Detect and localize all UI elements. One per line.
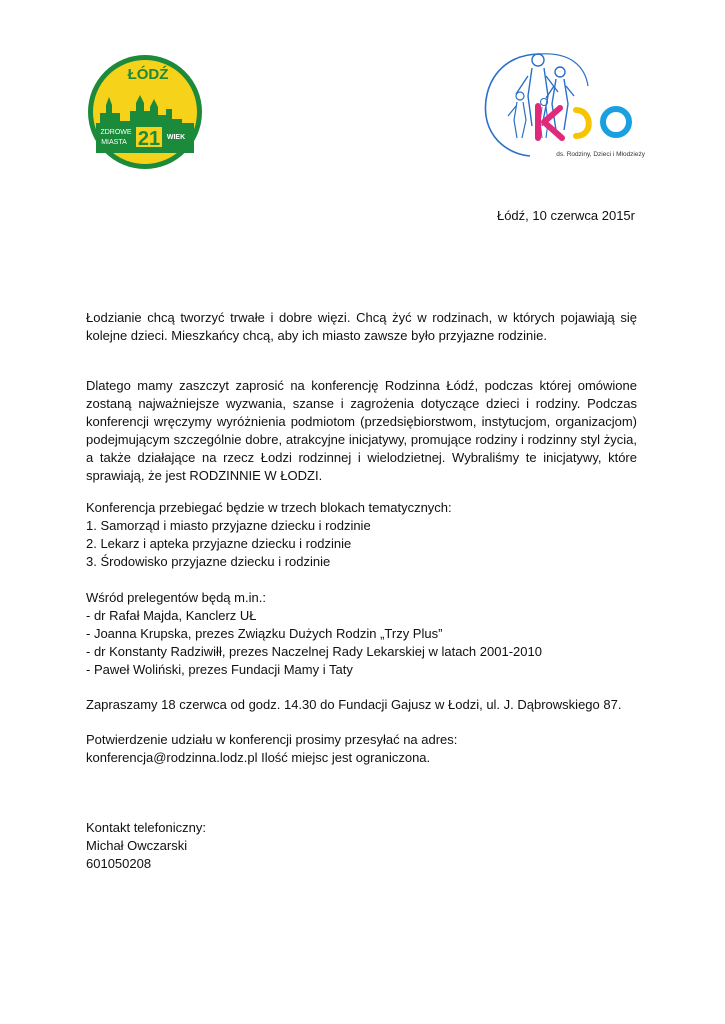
contact-phone: 601050208	[86, 856, 152, 871]
kdo-letters	[538, 106, 629, 138]
invitation-paragraph	[86, 377, 637, 485]
letter-date: Łódź, 10 czerwca 2015r	[496, 208, 635, 223]
venue-paragraph	[86, 696, 637, 714]
logo-city-number: 21	[137, 128, 161, 150]
blocks-section	[86, 499, 637, 571]
speaker-item: - Joanna Krupska, prezes Związku Dużych Rodzin „Trzy Plus”	[86, 626, 443, 641]
block-item: 2. Lekarz i apteka przyjazne dziecku i rodzinie	[86, 536, 352, 551]
speaker-item: - dr Konstanty Radziwiłł, prezes Naczelnej Rady Lekarskiej w latach 2001-2010	[86, 644, 542, 659]
rsvp-email[interactable]: konferencja@rodzinna.lodz.pl	[86, 750, 258, 765]
logo-city-title: ŁÓDŹ	[127, 66, 169, 83]
logo-city-subtitle-bottom: MIASTA	[101, 139, 127, 146]
logo-city-suffix: WIEK	[166, 134, 186, 141]
venue-text: Zapraszamy 18 czerwca od godz. 14.30 do Fundacji Gajusz w Łodzi, ul. J. Dąbrowskiego 87.	[86, 697, 622, 712]
contact-label: Kontakt telefoniczny:	[86, 820, 206, 835]
rsvp-line: Potwierdzenie udziału w konferencji prosimy przesyłać na adres:	[86, 732, 458, 747]
logo-city-subtitle-top: ZDROWE	[100, 129, 132, 136]
rsvp-note: Ilość miejsc jest ograniczona.	[257, 750, 431, 765]
rsvp-paragraph	[86, 731, 637, 767]
contact-section	[86, 819, 637, 873]
block-item: 1. Samorząd i miasto przyjazne dziecku i rodzinie	[86, 518, 371, 533]
lodz-healthy-city-logo	[86, 53, 204, 171]
rsvp-line-2	[86, 749, 637, 767]
block-item: 3. Środowisko przyjazne dziecku i rodzinie	[86, 554, 331, 569]
contact-name: Michał Owczarski	[86, 838, 188, 853]
logo-council-caption: ds. Rodziny, Dzieci i Młodzieży	[556, 151, 645, 158]
intro-paragraph	[86, 309, 637, 345]
speakers-section	[86, 589, 637, 679]
kdo-council-logo	[480, 46, 645, 166]
speaker-item: - dr Rafał Majda, Kanclerz UŁ	[86, 608, 257, 623]
speakers-intro: Wśród prelegentów będą m.in.:	[86, 590, 266, 605]
speaker-item: - Paweł Woliński, prezes Fundacji Mamy i Taty	[86, 662, 353, 677]
invitation-text: Dlatego mamy zaszczyt zaprosić na konferencję Rodzinna Łódź, podczas której omówione zostaną najważniejsze wyzwania, szanse i zagrożenia dotyczące dzieci i rodziny. Podczas konferencji wręczymy wyróżnienia podmiotom (przedsiębiorstwom, instytucjom, organizacjom) podejmującym szczególnie dobre, atrakcyjne inicjatywy, promujące rodziny i rodzinny styl życia, a także działające na rzecz Łodzi rodzinnej i wielodzietnej. Wybraliśmy te inicjatywy, które sprawiają, że jest RODZINNIE W ŁODZI.	[86, 378, 637, 483]
blocks-intro: Konferencja przebiegać będzie w trzech blokach tematycznych:	[86, 500, 452, 515]
intro-text: Łodzianie chcą tworzyć trwałe i dobre więzi. Chcą żyć w rodzinach, w których pojawiają się kolejne dzieci. Mieszkańcy chcą, aby ich miasto zawsze było przyjazne rodzinie.	[86, 310, 637, 343]
